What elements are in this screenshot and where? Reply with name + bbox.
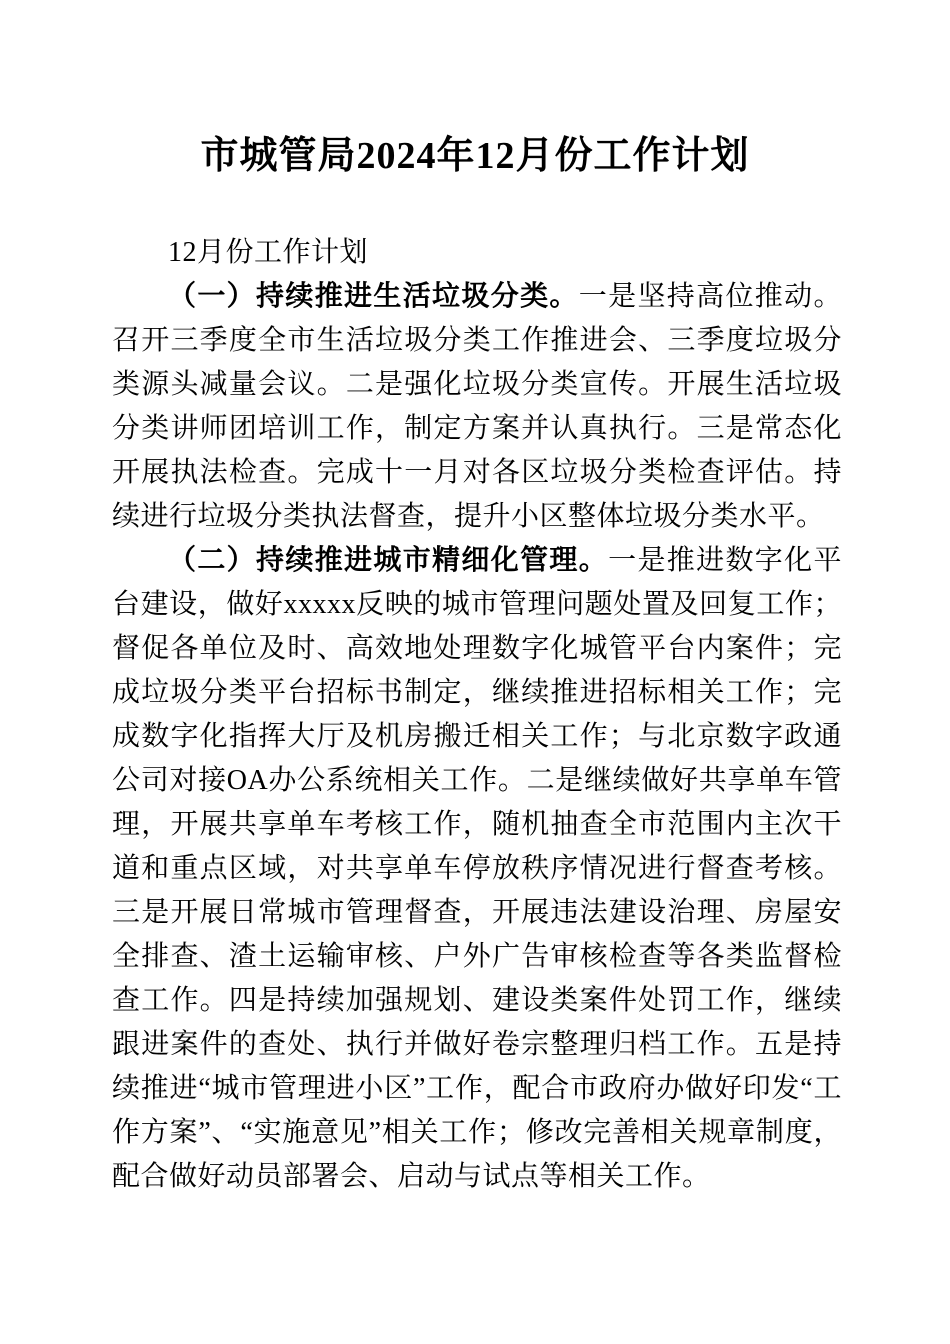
paragraph-1 <box>112 275 842 539</box>
paragraph-2-lead: （二）持续推进城市精细化管理。 <box>168 545 609 576</box>
document-title: 市城管局2024年12月份工作计划 <box>200 135 750 177</box>
paragraph-1-lead: （一）持续推进生活垃圾分类。 <box>168 281 579 312</box>
document-body <box>112 231 842 1199</box>
paragraph-1-text: 一是坚持高位推动。召开三季度全市生活垃圾分类工作推进会、三季度垃圾分类源头减量会议。二是强化垃圾分类宣传。开展生活垃圾分类讲师团培训工作，制定方案并认真执行。三是常态化开展执法检查。完成十一月对各区垃圾分类检查评估。持续进行垃圾分类执法督查，提升小区整体垃圾分类水平。 <box>112 281 842 532</box>
intro-line: 12月份工作计划 <box>168 237 369 268</box>
paragraph-2-text: 一是推进数字化平台建设，做好xxxxx反映的城市管理问题处置及回复工作；督促各单位及时、高效地处理数字化城管平台内案件；完成垃圾分类平台招标书制定，继续推进招标相关工作；完成数字化指挥大厅及机房搬迁相关工作；与北京数字政通公司对接OA办公系统相关工作。二是继续做好共享单车管理，开展共享单车考核工作，随机抽查全市范围内主次干道和重点区域，对共享单车停放秩序情况进行督查考核。三是开展日常城市管理督查，开展违法建设治理、房屋安全排查、渣土运输审核、户外广告审核检查等各类监督检查工作。四是持续加强规划、建设类案件处罚工作，继续跟进案件的查处、执行并做好卷宗整理归档工作。五是持续推进“城市管理进小区”工作，配合市政府办做好印发“工作方案”、“实施意见”相关工作；修改完善相关规章制度，配合做好动员部署会、启动与试点等相关工作。 <box>112 545 842 1192</box>
paragraph-2 <box>112 539 842 1199</box>
